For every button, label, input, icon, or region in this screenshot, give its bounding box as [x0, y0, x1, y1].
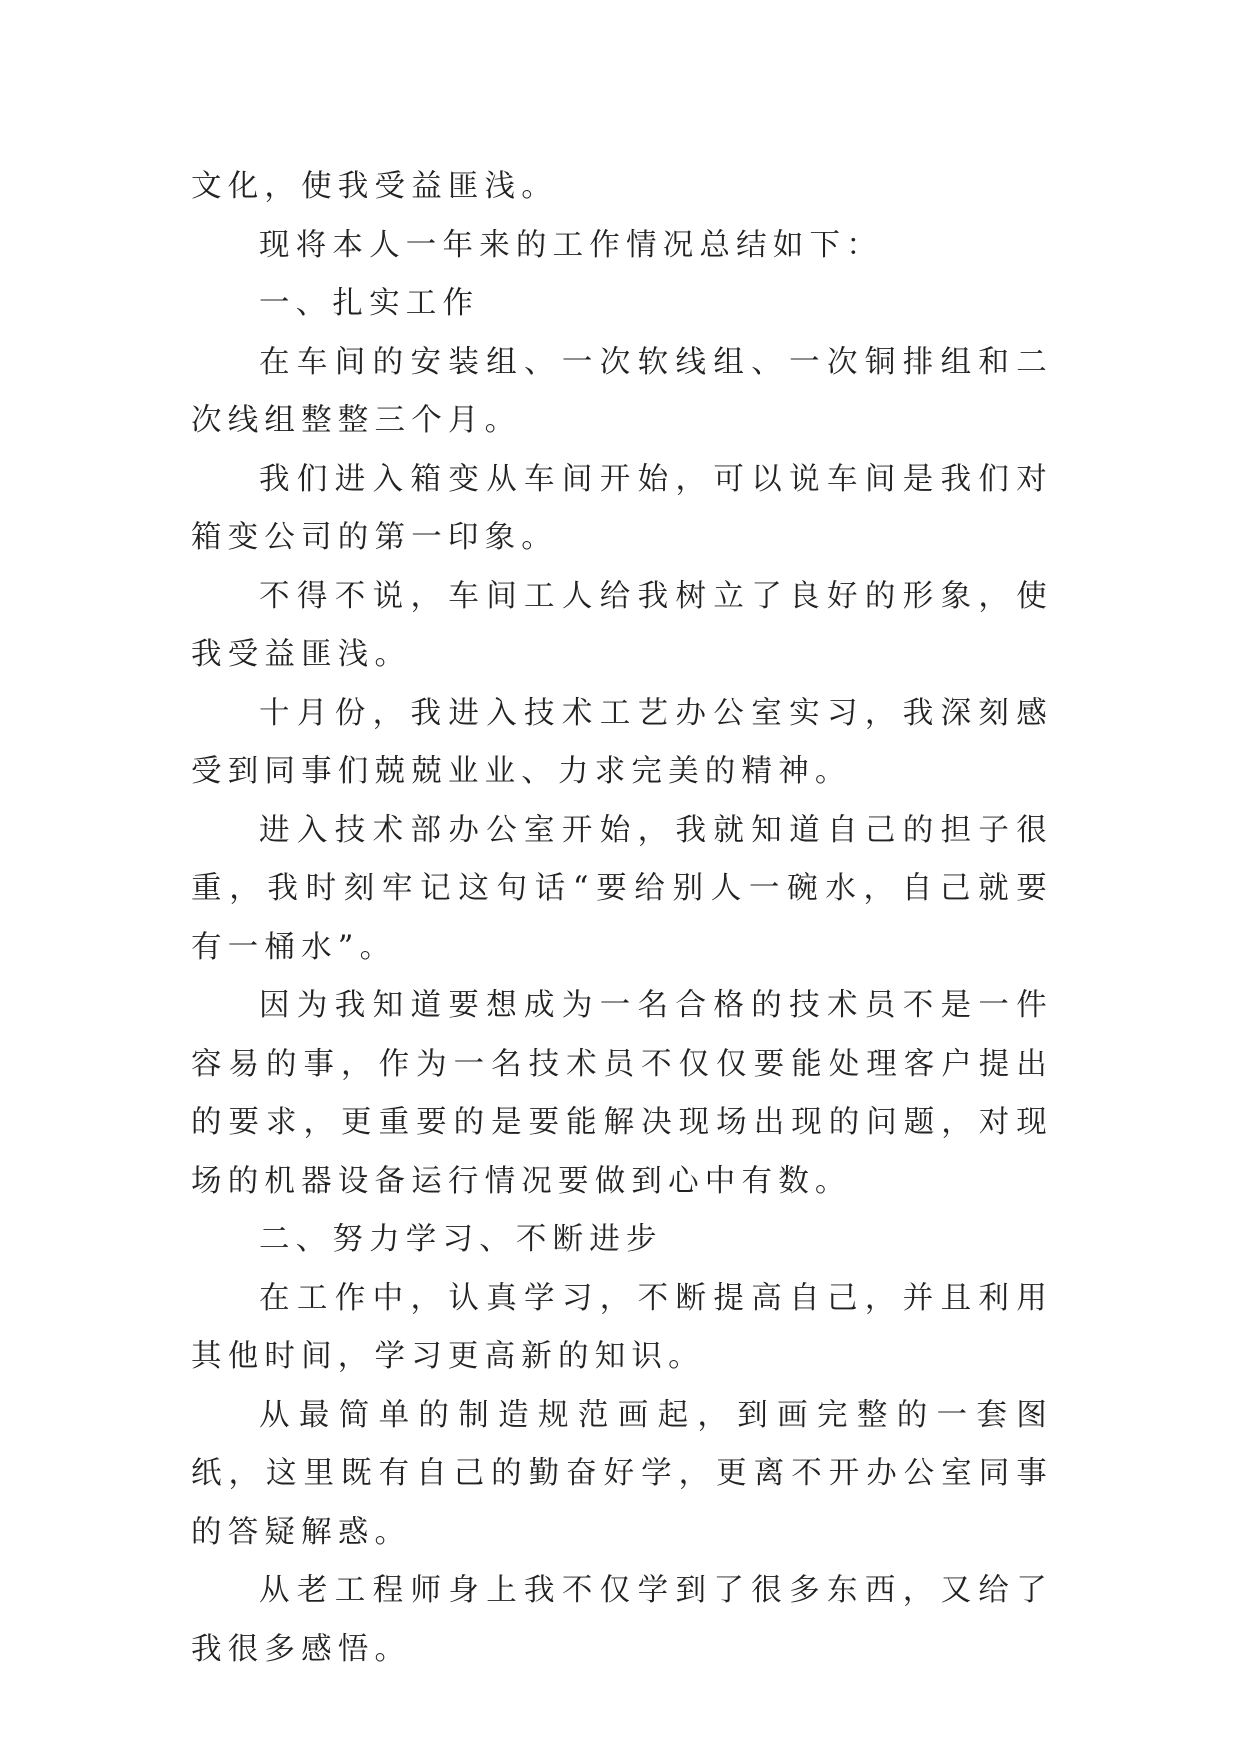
- paragraph: 从老工程师身上我不仅学到了很多东西，又给了我很多感悟。: [191, 1573, 1053, 1667]
- paragraph: 文化，使我受益匪浅。: [191, 169, 558, 204]
- paragraph: 现将本人一年来的工作情况总结如下：: [259, 227, 883, 263]
- paragraph: 因为我知道要想成为一名合格的技术员不是一件容易的事，作为一名技术员不仅仅要能处理客户提出的要求，更重要的是要能解决现场出现的问题，对现场的机器设备运行情况要做到心中有数。: [191, 988, 1053, 1199]
- paragraph: 不得不说，车间工人给我树立了良好的形象，使我受益匪浅。: [191, 578, 1053, 672]
- section-heading: 二、努力学习、不断进步: [259, 1222, 663, 1257]
- paragraph: 我们进入箱变从车间开始，可以说车间是我们对箱变公司的第一印象。: [191, 461, 1053, 555]
- paragraph: 十月份，我进入技术工艺办公室实习，我深刻感受到同事们兢兢业业、力求完美的精神。: [191, 695, 1053, 789]
- section-heading: 一、扎实工作: [259, 286, 480, 321]
- paragraph: 在工作中，认真学习，不断提高自己，并且利用其他时间，学习更高新的知识。: [191, 1280, 1053, 1374]
- paragraph: 进入技术部办公室开始，我就知道自己的担子很重，我时刻牢记这句话“要给别人一碗水，自己就要有一桶水”。: [191, 812, 1053, 965]
- paragraph: 在车间的安装组、一次软线组、一次铜排组和二次线组整整三个月。: [191, 344, 1053, 438]
- document-body: [191, 158, 1053, 1679]
- paragraph: 从最简单的制造规范画起，到画完整的一套图纸，这里既有自己的勤奋好学，更离不开办公室同事的答疑解惑。: [191, 1397, 1053, 1550]
